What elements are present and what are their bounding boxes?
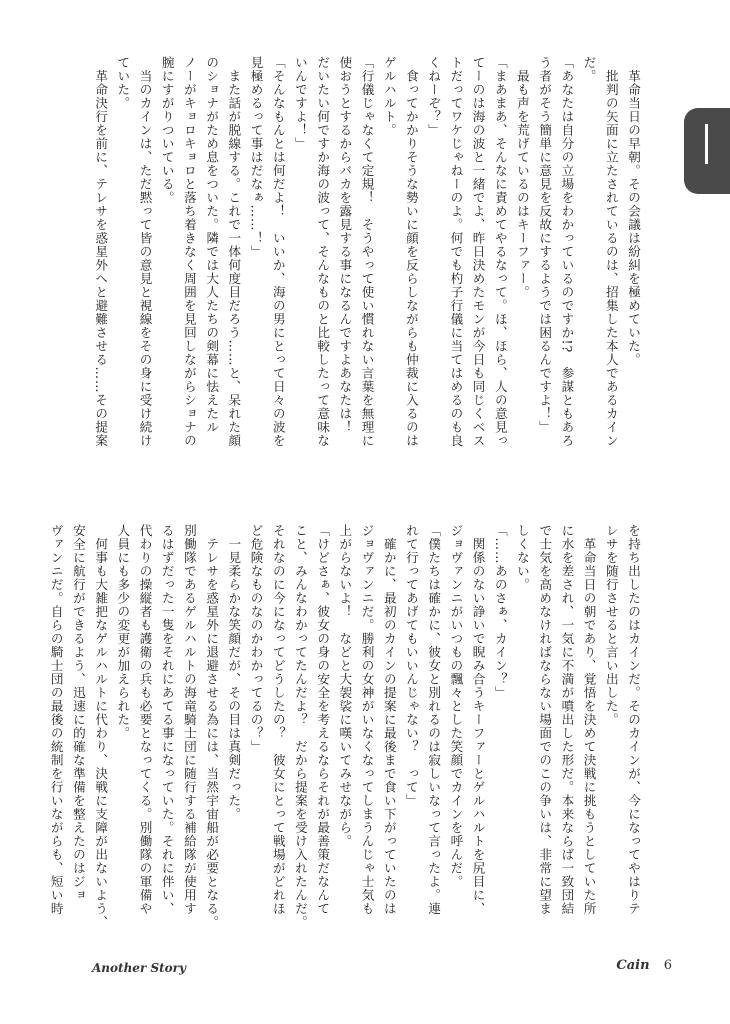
- text-line: 上がらないよ！ などと大袈裟に嘆いてみせながら。: [337, 524, 353, 848]
- text-line: 「僕たちは確かに、彼女と別れるのは寂しいなって言ったよ。連: [426, 524, 442, 916]
- text-line: こと、みんなわかってたんだよ？ だから提案を受け入れたんだ。: [292, 524, 308, 929]
- chapter-mark-icon: [705, 124, 708, 164]
- text-line: ジョヴァンニがいつもの飄々とした笑顔でカインを呼んだ。: [448, 524, 464, 889]
- text-line: 批判の矢面に立たされているのは、招集した本人であるカイン: [603, 56, 619, 448]
- text-line: 革命当日の早朝。その会議は紛糾を極めていた。: [626, 56, 641, 367]
- text-line: ていた。: [115, 56, 131, 110]
- text-line: 見極めるって事はだなぁ……！」: [248, 56, 264, 259]
- text-line: るはずだった一隻をそれにあてる事になっていた。それに伴い、: [159, 524, 175, 916]
- text-line: しくない。: [514, 524, 530, 592]
- text-line: 確かに、最初のカインの提案に最後まで食い下がっていたのは: [381, 524, 397, 916]
- text-line: で士気を高めなければならない場面でのこの争いは、非常に望ま: [537, 524, 553, 916]
- text-line: トだってワケじゃねーのよ。何でも杓子行儀に当てはめるのも良: [448, 56, 464, 448]
- text-line: 当のカインは、ただ黙って皆の意見と視線をその身に受け続け: [137, 56, 153, 448]
- text-line: テレサを惑星外に退避させる為には、当然宇宙船が必要となる。: [204, 524, 220, 929]
- text-line: ゲルハルト。: [381, 56, 397, 137]
- text-line: 一見柔らかな笑顔だが、その目は真剣だった。: [226, 524, 242, 821]
- text-line: 代わりの操縦者も護衛の兵も必要となってくる。別働隊の軍備や: [137, 524, 153, 916]
- text-line: だいたい何ですか海の波って、そんなものと比較したって意味な: [315, 56, 331, 448]
- text-line: 「そんなもんとは何だよ！ いいか、海の男にとって日々の波を: [270, 56, 286, 448]
- text-line: を持ち出したのはカインだ。そのカインが、今になってやはりテ: [626, 524, 641, 916]
- text-line: 食ってかかりそうな勢いに顔を反らしながらも仲裁に入るのは: [403, 56, 419, 448]
- text-line: 人員にも多少の変更が加えられた。: [115, 524, 131, 740]
- footer-chapter-name: Cain: [616, 958, 650, 973]
- text-line: 安全に航行ができるよう、迅速に的確な準備を整えたのはジョ: [70, 524, 86, 902]
- text-line: てーのは海の波と一緒でよ、昨日決めたモンが今日も同じくベス: [470, 56, 486, 448]
- text-line: 最も声を荒げているのはキーファー。: [514, 56, 530, 299]
- page-number: 6: [663, 958, 672, 973]
- text-line: ノーがキョロキョロと落ち着きなく周囲を見回しながらショナの: [181, 56, 197, 448]
- text-line: 「行儀じゃなくて定規！ そうやって使い慣れない言葉を無理に: [359, 56, 375, 448]
- text-line: だ。: [581, 56, 597, 83]
- text-line: 「……あのさぁ、カイン？」: [492, 524, 508, 700]
- text-line: 別働隊であるゲルハルトの海竜騎士団に随行する補給隊が使用す: [181, 524, 197, 916]
- text-line: 革命決行を前に、テレサを惑星外へと避難させる……その提案: [93, 56, 109, 448]
- text-line: れて行ってあげてもいいんじゃない？ って」: [403, 524, 419, 808]
- footer-series-title: Another Story: [92, 961, 186, 975]
- text-line: 関係のない諍いで睨み合うキーファーとゲルハルトを尻目に、: [470, 524, 486, 916]
- text-line: 「あなたは自分の立場をわかっているのですか!? 参謀ともあろ: [559, 56, 575, 448]
- text-line: 「まあまあ、そんなに責めてやるなって。ほ、ほら、人の意見っ: [492, 56, 508, 448]
- text-line: ど危険なものなのかわかってるの？」: [248, 524, 264, 754]
- lower-text-block: [48, 524, 644, 960]
- text-line: それなのに今になってどうしたの？ 彼女にとって戦場がどれほ: [270, 524, 286, 916]
- text-line: ヴァンニだ。自らの騎士団の最後の統制を行いながらも、短い時: [48, 524, 64, 916]
- text-line: 何事も大雑把なゲルハルトに代わり、決戦に支障が出ないよう、: [93, 524, 109, 929]
- text-line: 「けどさぁ、彼女の身の安全を考えるならそれが最善策だなんて: [315, 524, 331, 916]
- text-line: レサを随行させると言い出した。: [603, 524, 619, 727]
- text-line: 革命当日の朝であり、覚悟を決めて決戦に挑もうとしていた所: [581, 524, 597, 916]
- text-line: いんですよ！」: [292, 56, 308, 151]
- text-line: 使おうとするからバカを露見する事になるんですよあなたは！: [337, 56, 353, 434]
- text-line: 腕にすがりついている。: [159, 56, 175, 205]
- text-line: に水を差され、一気に不満が噴出した形だ。本来ならば一致団結: [559, 524, 575, 916]
- text-line: ジョヴァンニだ。勝利の女神がいなくなってしまうんじゃ士気も: [359, 524, 375, 916]
- text-line: くねーぞ？」: [426, 56, 442, 137]
- upper-text-block: [84, 56, 644, 504]
- text-line: のショナがため息をついた。隣では大人たちの剣幕に怯えたル: [204, 56, 220, 434]
- footer-right: [616, 958, 672, 973]
- text-line: また話が脱線する。これで一体何度目だろう……と、呆れた顔: [226, 56, 242, 448]
- text-line: う者がそう簡単に意見を反故にするようでは困るんですよ！」: [537, 56, 553, 434]
